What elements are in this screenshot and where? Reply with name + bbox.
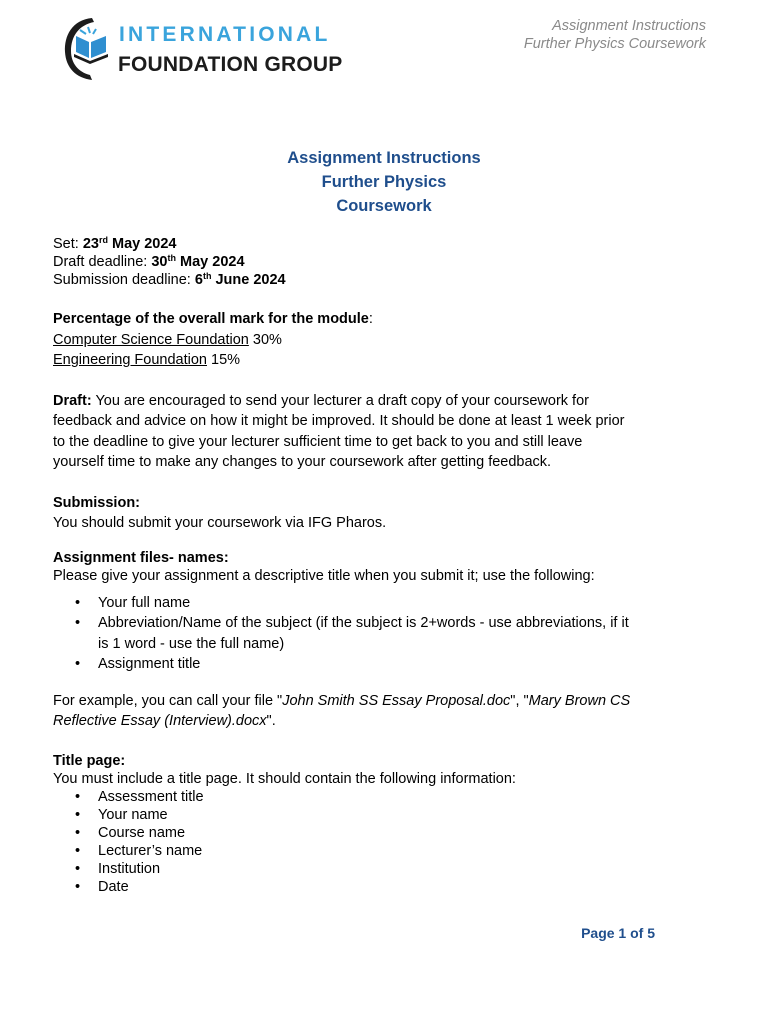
files-section [53,549,663,675]
document-body [53,235,663,896]
list-item: • Institution [53,860,663,878]
percentage-heading-text: Percentage of the overall mark for the module [53,311,369,327]
book-globe-icon [62,14,118,84]
title-page-intro: You must include a title page. It should contain the following information: [53,770,516,787]
title-page-heading: Title page: [53,752,126,769]
draft-rest: May 2024 [175,254,245,270]
draft-deadline [53,253,663,271]
sub-rest: June 2024 [211,272,286,288]
draft-text: You are encouraged to send your lecturer a draft copy of your coursework for [91,392,589,409]
files-heading: Assignment files- names: [53,549,229,566]
running-header-line2: Further Physics Coursework [523,35,706,52]
sub-day: 6 [194,272,203,288]
example-paragraph [53,691,663,732]
percentage-colon: : [368,311,373,327]
logo-text-international: INTERNATIONAL [119,23,331,46]
list-item: • Assessment title [53,788,663,806]
page-number: Page 1 of 5 [581,925,655,941]
list-item: • Lecturer’s name [53,842,663,860]
running-header [524,18,706,53]
draft-day: 30 [151,254,168,270]
title-line2: Further Physics [321,173,447,191]
files-bullet-list [53,593,663,675]
list-item [53,613,663,654]
example-file2a: Mary Brown CS [528,692,631,709]
percentage-value: 30% [248,331,282,348]
set-sup: rd [98,235,108,245]
list-item: • Assignment title [53,654,663,675]
submission-text: You should submit your coursework via IFG Pharos. [53,515,387,531]
submission-heading: Submission: [53,494,141,511]
list-item: • Course name [53,824,663,842]
percentage-course-name: Computer Science Foundation [53,331,249,348]
files-intro: Please give your assignment a descriptive title when you submit it; use the following: [53,567,595,584]
title-line1: Assignment Instructions [287,149,481,167]
sub-sup: th [202,271,212,281]
percentage-course-name: Engineering Foundation [53,352,207,368]
title-line3: Coursework [336,197,432,215]
set-label: Set: [53,236,83,252]
running-header-line1: Assignment Instructions [552,18,706,34]
percentage-item [53,330,663,351]
example-line2 [53,711,663,732]
percentage-value: 15% [206,352,241,368]
example-mid: ", " [510,692,529,709]
list-item-text: Abbreviation/Name of the subject (if the subject is 2+words - use abbreviations, if it [98,615,629,631]
percentage-item [53,350,663,371]
list-item: • Your full name [53,593,663,614]
list-item-text-cont: is 1 word - use the full name) [98,635,285,652]
list-item: • Your name [53,806,663,824]
submission-section [53,493,663,534]
set-day: 23 [82,236,99,252]
draft-line [53,391,663,412]
draft-section [53,391,663,473]
example-file2b: Reflective Essay (Interview).docx [53,713,267,729]
document-title [0,146,768,218]
ifg-logo [62,14,362,84]
draft-label: Draft: [53,392,92,409]
draft-line: to the deadline to give your lecturer sufficient time to get back to you and still leave [53,433,583,450]
list-item: • Date [53,878,663,896]
draft-sup: th [167,253,176,263]
title-page-section [53,752,663,896]
logo-text-foundation-group: FOUNDATION GROUP [118,53,343,76]
example-prefix: For example, you can call your file " [53,692,283,709]
example-file1: John Smith SS Essay Proposal.doc [282,692,511,709]
example-suffix: ". [266,713,276,729]
title-page-bullet-list [53,788,663,896]
draft-deadline-label: Draft deadline: [53,254,152,270]
draft-line: yourself time to make any changes to your coursework after getting feedback. [53,454,552,470]
submission-deadline-label: Submission deadline: [53,272,195,288]
draft-line: feedback and advice on how it might be improved. It should be done at least 1 week prior [53,413,625,429]
example-line1 [53,691,663,712]
set-date [53,235,663,253]
percentage-heading [53,309,663,330]
submission-deadline [53,271,663,289]
set-rest: May 2024 [107,236,177,252]
